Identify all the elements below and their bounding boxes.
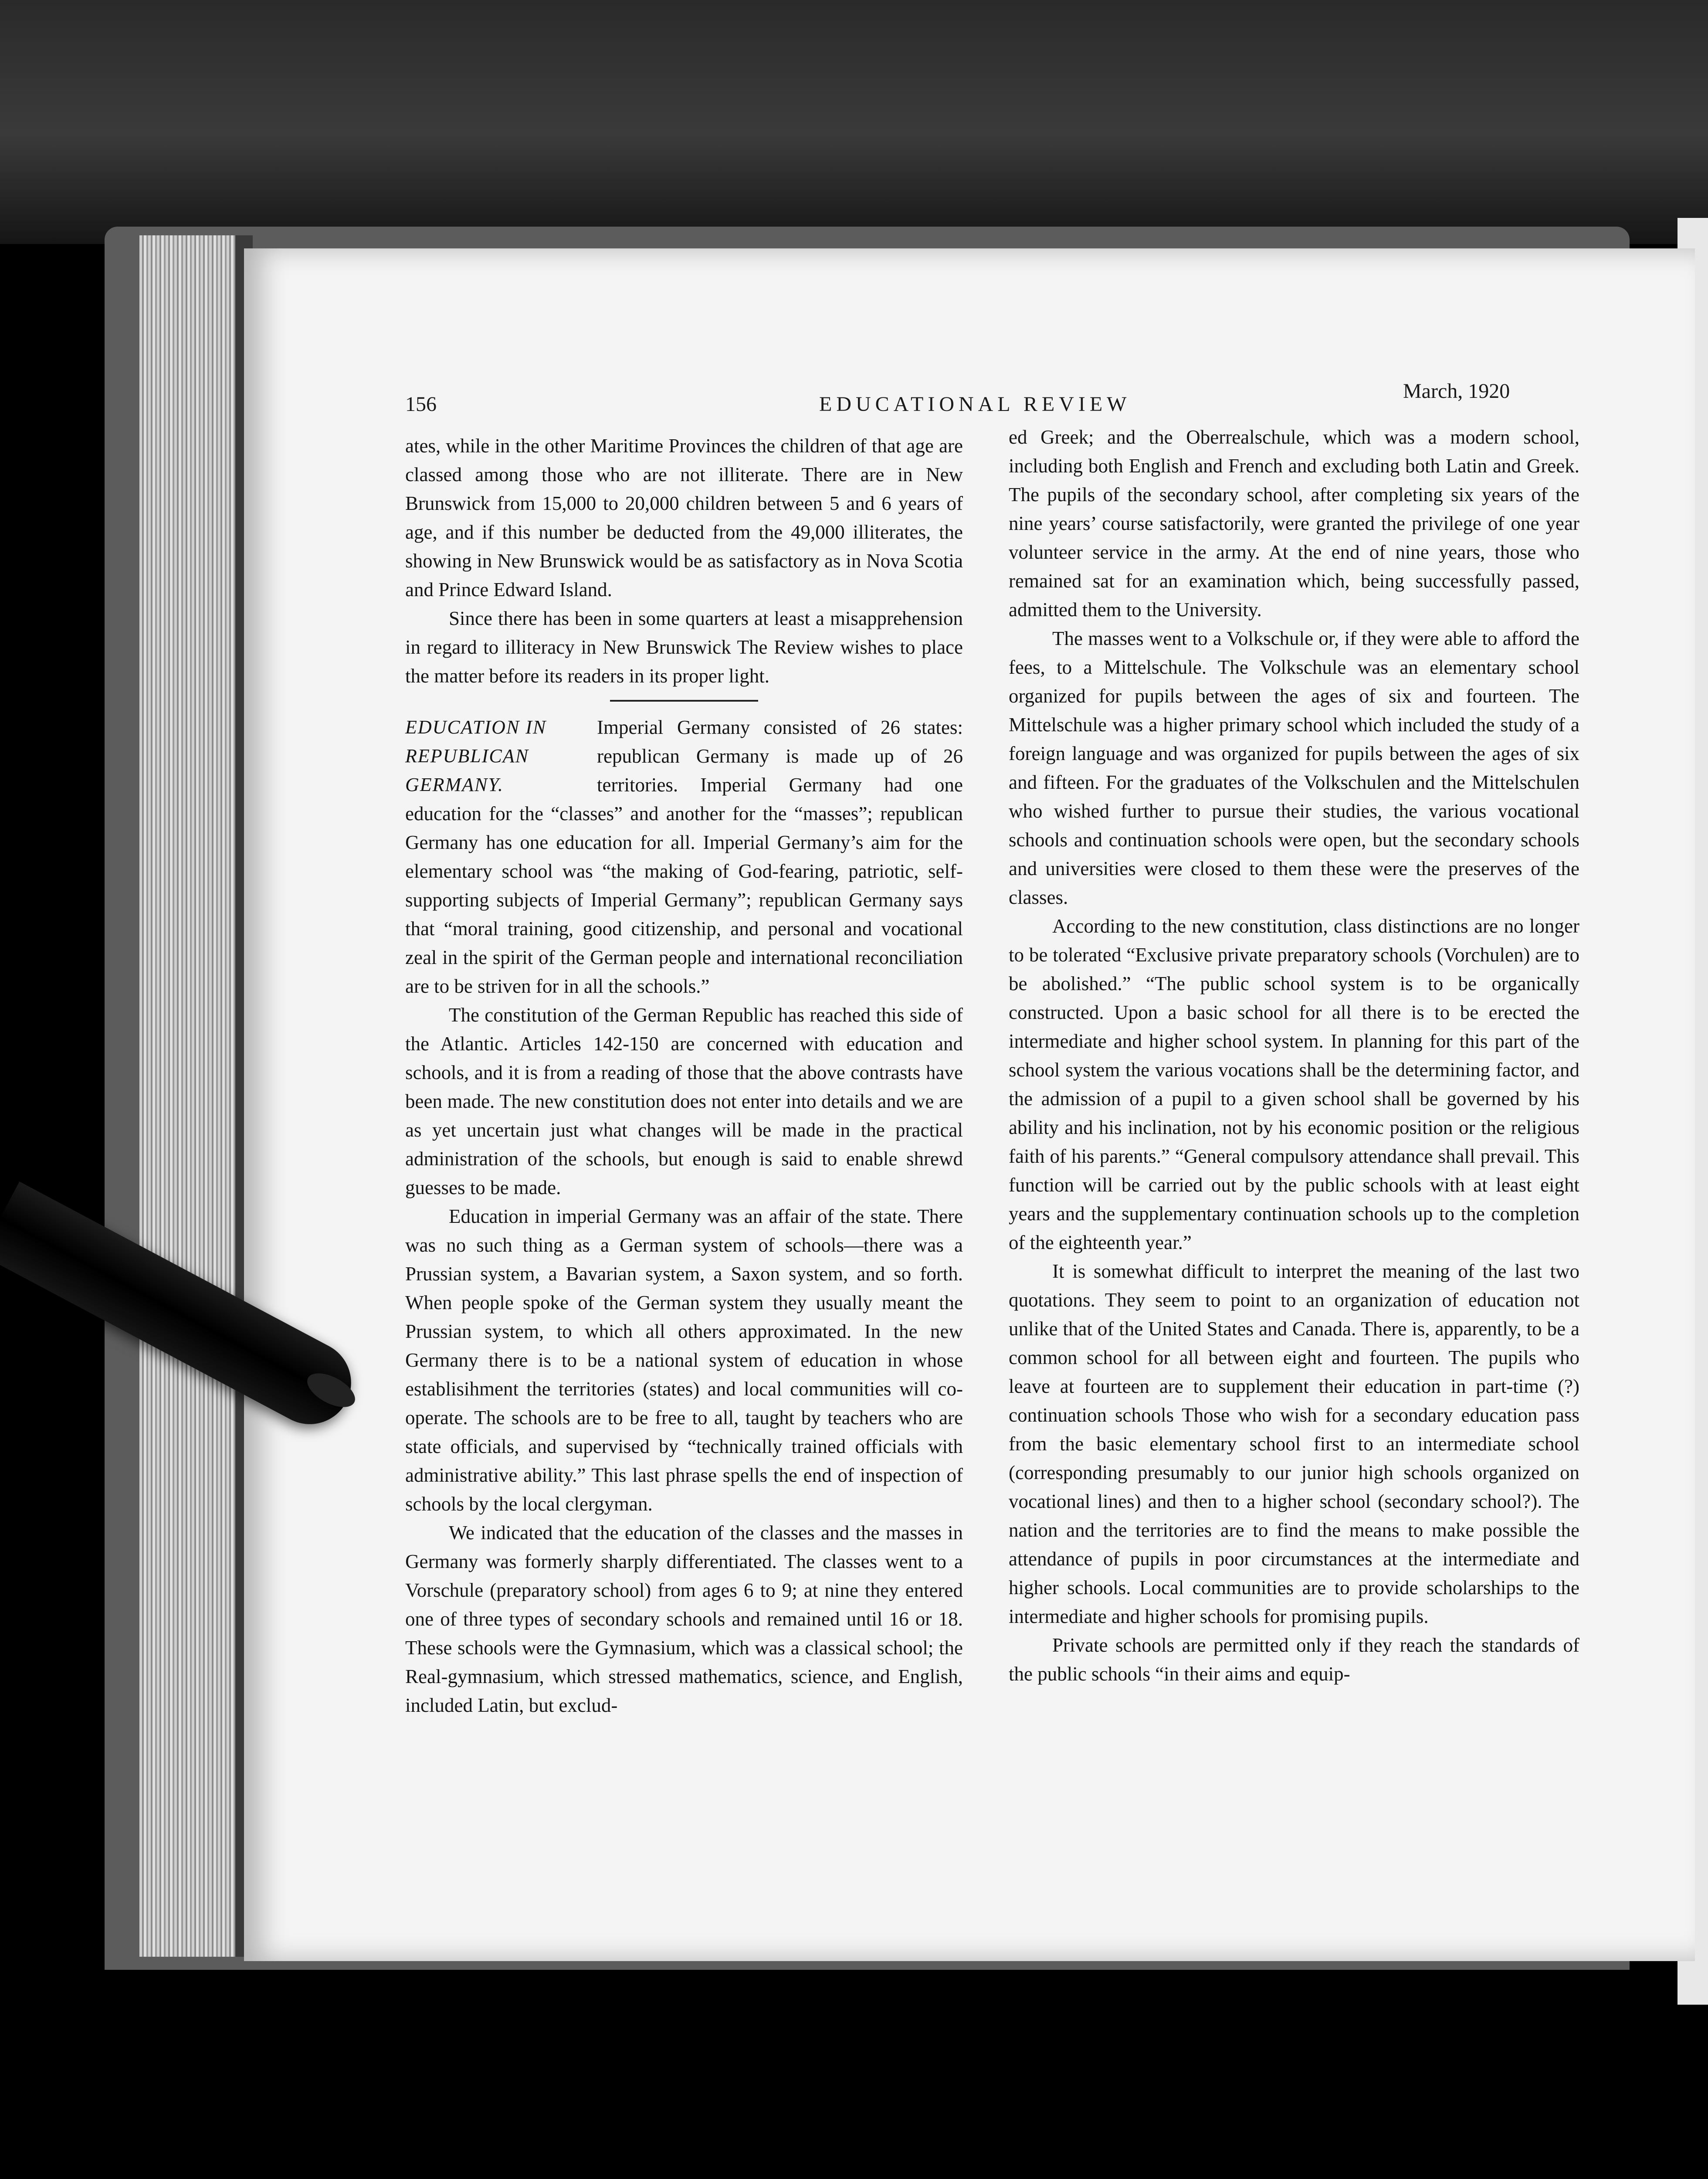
paragraph: Imperial Germany consisted of 26 states: republican Germany is made up of 26 territories. Imperial Germany had one education for the “classes” and another for the “masses”; republican Germany has one education for all. Imperial Germany’s aim for the elementary school was “the making of God-fearing, patriotic, self-supporting subjects of Imperial Germany”; republican Germany says that “moral training, good citizenship, and personal and vocational zeal in the spirit of the German people and international reconciliation are to be striven for in all the schools.” [405, 716, 963, 997]
section-sidehead: EDUCATION IN REPUBLICAN GERMANY. [405, 716, 547, 795]
left-column [405, 431, 963, 1720]
paragraph: According to the new constitution, class distinctions are no longer to be tolerated “Exclusive private preparatory schools (Vorchulen) are to be abolished.” “The public school system is to be organically constructed. Upon a basic school for all there is to be erected the intermediate and higher school system. In planning for this part of the school system the various vocations shall be the determining factor, and the admission of a pupil to a given school shall be governed by his ability and his inclination, not by his economic position or the religious faith of his parents.” “General compulsory attendance shall prevail. This function will be carried out by the public schools with at least eight years and the supplementary continuation schools up to the completion of the eighteenth year.” [1009, 915, 1579, 1253]
page-number: 156 [405, 393, 437, 416]
right-column [1009, 423, 1579, 1688]
issue-date: March, 1920 [1403, 380, 1510, 403]
journal-title: EDUCATIONAL REVIEW [819, 393, 1131, 416]
book-page [244, 248, 1695, 1961]
section-divider [610, 700, 758, 702]
paragraph: We indicated that the education of the classes and the masses in Germany was formerly sharply differentiated. The classes went to a Vorschule (preparatory school) from ages 6 to 9; at nine they entered one of three types of secondary schools and remained until 16 or 18. These schools were the Gymnasium, which was a classical school; the Real-gymnasium, which stressed mathematics, science, and English, included Latin, but exclud- [405, 1522, 963, 1716]
dark-background [0, 0, 1708, 244]
paragraph: The masses went to a Volkschule or, if they were able to afford the fees, to a Mittelschule. The Volkschule was an elementary school organized for pupils between the ages of six and fourteen. The Mittelschule was a higher primary school which included the study of a foreign language and was organized for pupils between the ages of six and fifteen. For the graduates of the Volkschulen and the Mittelschulen who wished further to pursue their studies, the various vocational schools and continuation schools were open, but the secondary schools and universities were closed to them these were the preserves of the classes. [1009, 628, 1579, 908]
paragraph: ates, while in the other Maritime Provinces the children of that age are classed among those who are not illiterate. There are in New Brunswick from 15,000 to 20,000 children between 5 and 6 years of age, and if this number be deducted from the 49,000 illiterates, the showing in New Brunswick would be as satisfactory as in Nova Scotia and Prince Edward Island. [405, 435, 963, 601]
paragraph: Since there has been in some quarters at least a misapprehension in regard to illiteracy in New Brunswick The Review wishes to place the matter before its readers in its proper light. [405, 608, 963, 687]
section-education-republican-germany [405, 713, 963, 1001]
paragraph: The constitution of the German Republic has reached this side of the Atlantic. Articles 142-150 are concerned with education and schools, and it is from a reading of those that the above contrasts have been made. The new constitution does not enter into details and we are as yet uncertain just what changes will be made in the practical administration of the schools, but enough is said to enable shrewd guesses to be made. [405, 1004, 963, 1198]
paragraph: Private schools are permitted only if they reach the standards of the public schools “in their aims and equip- [1009, 1634, 1579, 1685]
paragraph: It is somewhat difficult to interpret the meaning of the last two quotations. They seem to point to an organization of education not unlike that of the United States and Canada. There is, apparently, to be a common school for all between eight and fourteen. The pupils who leave at fourteen are to supplement their education in part-time (?) continuation schools Those who wish for a secondary education pass from the basic elementary school first to an intermediate school (corresponding presumably to our junior high schools organized on vocational lines) and then to a higher school (secondary school?). The nation and the territories are to find the means to make possible the attendance of pupils in poor circumstances at the intermediate and higher schools. Local communities are to provide scholarships to the intermediate and higher schools for promising pupils. [1009, 1260, 1579, 1627]
paragraph: Education in imperial Germany was an affair of the state. There was no such thing as a German system of schools—there was a Prussian system, a Bavarian system, a Saxon system, and so forth. When people spoke of the German system they usually meant the Prussian system, to which all others approximated. In the new Germany there is to be a national system of education in whose establisihment the territories (states) and local communities will co-operate. The schools are to be free to all, taught by teachers who are state officials, and supervised by “technically trained officials with administrative ability.” This last phrase spells the end of inspection of schools by the local clergyman. [405, 1205, 963, 1515]
paragraph: ed Greek; and the Oberrealschule, which was a modern school, including both English and French and excluding both Latin and Greek. The pupils of the secondary school, after completing six years of the nine years’ course satisfactorily, were granted the privilege of one year volunteer service in the army. At the end of nine years, those who remained sat for an examination which, being successfully passed, admitted them to the University. [1009, 426, 1579, 621]
page-edges-stack [139, 235, 244, 1957]
